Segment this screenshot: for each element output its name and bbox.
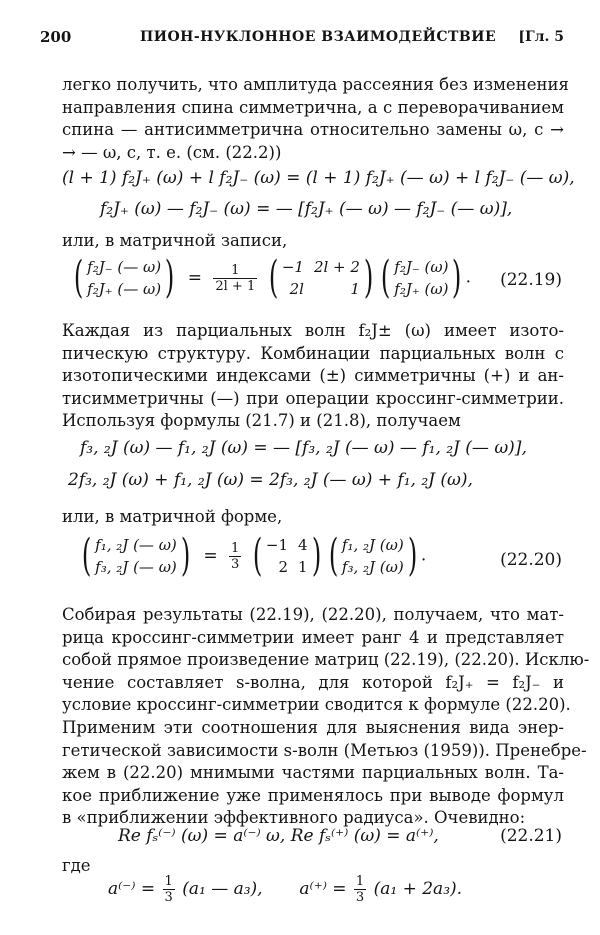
text-line: Каждая из парциальных волн f₂J± (ω) имеет изото- — [62, 321, 564, 340]
paragraph-3 — [62, 604, 590, 717]
vector-entry: f₂J₋ (ω) — [394, 258, 449, 276]
equation-number: (22.21) — [500, 826, 562, 846]
matrix — [282, 256, 360, 300]
matrix-entry: 1 — [350, 280, 360, 298]
text-line: Используя формулы (21.7) и (21.8), получаем — [62, 411, 461, 430]
equation-4: 2f₃, ₂J (ω) + f₁, ₂J (ω) = 2f₃, ₂J (— ω) + f₁, ₂J (ω), — [68, 470, 473, 490]
text-line: собой прямое произведение матриц (22.19), (22.20). Исклю- — [62, 650, 590, 669]
fraction-denominator: 3 — [164, 890, 173, 905]
paragraph-4 — [62, 717, 587, 830]
equation-number: (22.20) — [500, 550, 562, 570]
vector-entry: f₂J₊ (— ω) — [87, 280, 162, 298]
vector-entry: f₃, ₂J (ω) — [341, 558, 404, 576]
paragraph-2 — [62, 320, 564, 433]
page-number: 200 — [40, 28, 72, 46]
paragraph-1 — [62, 74, 569, 164]
text-line: условие кроссинг-симметрии сводится к формуле (22.20). — [62, 695, 571, 714]
equation-number: (22.19) — [500, 270, 562, 290]
expr-left: a⁽⁻⁾ = — [108, 879, 156, 899]
matrix — [266, 534, 308, 578]
text-line: кое приближение уже применялось при выводе формул — [62, 785, 564, 805]
matrix-entry: 1 — [298, 558, 308, 576]
text-line: в «приближении эффективного радиуса». Очевидно: — [62, 808, 526, 827]
equation-3: f₃, ₂J (ω) — f₁, ₂J (ω) = — [f₃, ₂J (— ω) — f₁, ₂J (— ω)], — [80, 438, 527, 458]
text-line: → — ω, c, т. е. (см. (22.2)) — [62, 142, 282, 162]
fraction-numerator: 1 — [213, 263, 257, 279]
equation-1: (l + 1) f₂J₊ (ω) + l f₂J₋ (ω) = (l + 1) f₂J₊ (— ω) + l f₂J₋ (— ω), — [62, 168, 575, 188]
expr-right-tail: (a₁ + 2a₃). — [373, 879, 463, 899]
text-line: или, в матричной записи, — [62, 231, 288, 250]
fraction-numerator: 1 — [231, 540, 240, 556]
equation-22-19: ( f₂J₋ (— ω) f₂J₊ (— ω) ) = $\frac{1}{2l + 1}$ ( −1 2l + 2 2l 1 ) ( f₂J₋ (ω) f₂J₊ (ω) ) . — [73, 252, 472, 303]
matrix-entry: 4 — [298, 536, 308, 554]
text-line: легко получить, что амплитуда рассеяния без изменения — [62, 75, 569, 94]
text-line: Собирая результаты (22.19), (22.20), получаем, что мат- — [62, 605, 564, 624]
rhs-vector — [342, 534, 404, 578]
text-line: чение составляет s-волна, для которой f₂J₊ = f₂J₋ и — [62, 672, 564, 692]
vector-entry: f₂J₊ (ω) — [394, 280, 449, 298]
matrix-entry: 2l — [289, 280, 304, 298]
text-line: тисимметричны (—) при операции кроссинг-симметрии. — [62, 388, 564, 408]
text-line: где — [62, 856, 91, 875]
text-line: рица кроссинг-симметрии имеет ранг 4 и представляет — [62, 627, 564, 647]
text-line: изотопическими индексами (±) симметричны (+) и ан- — [62, 366, 564, 385]
vector-entry: f₃, ₂J (— ω) — [95, 558, 177, 576]
text-matrix-intro-1 — [62, 230, 564, 253]
text-line: спина — антисимметрична относительно замены ω, c → — [62, 120, 564, 139]
expr-right: a⁽⁺⁾ = — [299, 879, 347, 899]
running-title: ПИОН-НУКЛОННОЕ ВЗАИМОДЕЙСТВИЕ — [140, 29, 497, 45]
text-line: или, в матричной форме, — [62, 507, 283, 526]
text-line: направления спина симметрична, а с переворачиванием — [62, 97, 564, 117]
vector-entry: f₁, ₂J (— ω) — [95, 536, 177, 554]
fraction — [229, 541, 241, 572]
text-line: пическую структуру. Комбинации парциальных волн с — [62, 343, 564, 363]
fraction — [354, 874, 366, 905]
fraction — [163, 874, 175, 905]
matrix-entry: 2l + 2 — [313, 258, 360, 276]
matrix-entry: −1 — [281, 258, 304, 276]
matrix-entry: −1 — [265, 536, 288, 554]
equation-22-21: Re fₛ⁽⁻⁾ (ω) = a⁽⁻⁾ ω, Re fₛ⁽⁺⁾ (ω) = a⁽⁺⁾, — [118, 826, 439, 846]
chapter-label: [Гл. 5 — [518, 29, 564, 45]
fraction-numerator: 1 — [164, 874, 173, 889]
vector-entry: f₁, ₂J (ω) — [341, 536, 404, 554]
matrix-entry: 2 — [278, 558, 288, 576]
fraction-numerator: 1 — [355, 874, 365, 889]
equation-22-20: ( f₁, ₂J (— ω) f₃, ₂J (— ω) ) = $\frac{1}{3}$ ( −1 4 2 1 ) ( f₁, ₂J (ω) f₃, ₂J (ω) ) . — [81, 530, 427, 581]
text-matrix-intro-2 — [62, 506, 564, 529]
text-line: Применим эти соотношения для выяснения вида энер- — [62, 718, 564, 737]
expr-left-tail: (a₁ — a₃), — [182, 879, 263, 899]
text-line: жем в (22.20) мнимыми частями парциальных волн. Та- — [62, 763, 564, 782]
lhs-vector — [87, 256, 161, 300]
equation-last — [108, 874, 462, 905]
equation-2: f₂J₊ (ω) — f₂J₋ (ω) = — [f₂J₊ (— ω) — f₂J₋ (— ω)], — [100, 199, 513, 219]
fraction-denominator: 3 — [355, 890, 365, 905]
fraction-denominator: 2l + 1 — [215, 278, 256, 294]
vector-entry: f₂J₋ (— ω) — [87, 258, 162, 276]
rhs-vector — [394, 256, 448, 300]
fraction-denominator: 3 — [231, 556, 240, 572]
fraction — [213, 263, 257, 294]
lhs-vector — [95, 534, 177, 578]
page-header — [40, 28, 564, 52]
text-line: гетической зависимости s-волн (Метьюз (1959)). Пренебре- — [62, 740, 587, 760]
